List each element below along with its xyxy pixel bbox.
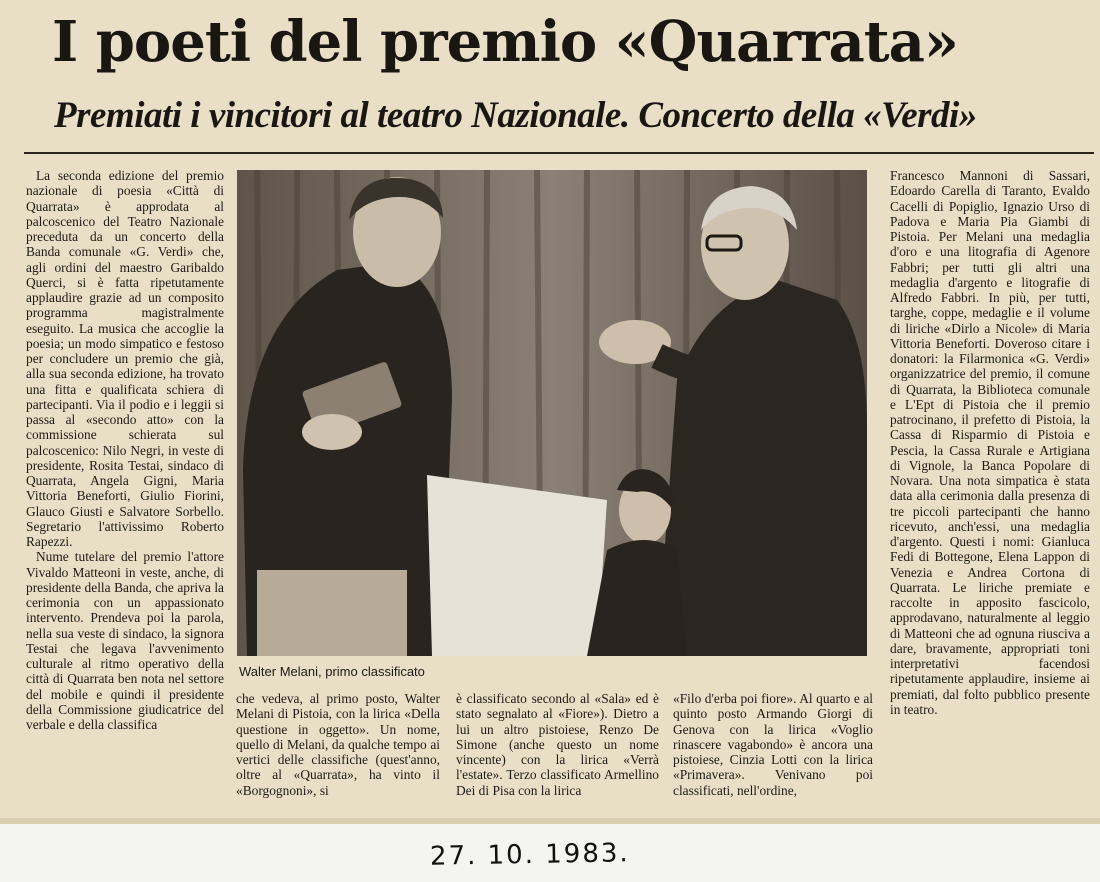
article-photo [237, 170, 867, 656]
article-paragraph: Nume tutelare del premio l'attore Vivaldo Matteoni in veste, anche, di presidente della Banda, che apriva la cerimonia con un appassionato intervento. Prendeva poi la parola, nella sua veste di sindaco, la signora Testai che legava l'avvenimento culturale al ritmo operativo della città di Quarrata ben nota nel settore del mobile e quindi il presidente della Commissione giudicatrice del verbale e della classifica [26, 549, 224, 732]
article-column-3 [456, 691, 659, 798]
article-paragraph: La seconda edizione del premio nazionale di poesia «Città di Quarrata» è approdata al palcoscenico del Teatro Nazionale preceduta da un concerto della Banda comunale «G. Verdi» che, agli ordini del maestro Garibaldo Querci, si è fatta ripetutamente applaudire grazie ad un composito programma magistralmente eseguito. La musica che accoglie la poesia; un modo simpatico e festoso per concludere un premio che già, alla sua seconda edizione, ha trovato una fitta e qualificata schiera di partecipanti. Via il podio e i leggii si passa al «secondo atto» con la commissione schierata sul palcoscenico: Nilo Negri, in veste di presidente, Rosita Testai, sindaco di Quarrata, Angela Gigni, Maria Vittoria Beneforti, Giulio Fiorini, Glauco Giusti e Salvatore Sorbello. Segretario l'attivissimo Roberto Rapezzi. [26, 168, 224, 549]
article-paragraph: Francesco Mannoni di Sassari, Edoardo Carella di Taranto, Evaldo Cacelli di Popiglio, Ignazio Urso di Padova e Maria Pia Giambi di Pistoia. Per Melani una medaglia d'oro e una litografia di Agenore Fabbri; per tutti gli altri una medaglia d'argento e litografie di Alfredo Fabbri. In più, per tutti, targhe, coppe, medaglie e il volume di liriche «Dirlo a Nicole» di Maria Vittoria Beneforti. Doveroso citare i donatori: la Filarmonica «G. Verdi» organizzatrice del premio, il comune di Quarrata, la Biblioteca comunale e L'Ept di Pistoia che il premio patrocinano, il prefetto di Pistoia, la Cassa di Risparmio di Pistoia e Pescia, la Cassa Rurale e Artigiana di Vignole, la Banca Popolare di Novara. Una nota simpatica è stata data alla cerimonia dalla presenza di tre piccoli partecipanti che hanno ricevuto, anch'essi, una medaglia d'argento. Questi i nomi: Gianluca Fedi di Bottegone, Elena Lappon di Venezia e Andrea Cortona di Quarrata. Le liriche premiate e raccolte in apposito fascicolo, approdavano, naturalmente al leggio di Matteoni che ad ognuna riusciva a dare, bravamente, appropriati toni interpretativi facendosi ripetutamente applaudire, insieme ai premiati, dal folto pubblico presente in teatro. [890, 168, 1090, 717]
photo-illustration [237, 170, 867, 656]
article-paragraph: che vedeva, al primo posto, Walter Melani di Pistoia, con la lirica «Della questione in oggetto». Un nome, quello di Melani, da qualche tempo ai vertici delle classifiche (quest'anno, oltre al «Quarrata», ha vinto il «Borgognoni», si [236, 691, 440, 798]
subheadline: Premiati i vincitori al teatro Nazionale. Concerto della «Verdi» [54, 95, 977, 136]
handwritten-date: 27. 10. 1983. [429, 838, 630, 872]
article-column-2 [236, 691, 440, 798]
headline: I poeti del premio «Quarrata» [52, 9, 958, 75]
article-paragraph: «Filo d'erba poi fiore». Al quarto e al quinto posto Armando Giorgi di Genova con la lirica «Voglio rinascere vagabondo» è ancora una pistoiese, Cinzia Lotti con la lirica «Primavera». Venivano poi classificati, nell'ordine, [673, 691, 873, 798]
article-paragraph: è classificato secondo al «Sala» ed è stato segnalato al «Fiore»). Dietro a lui un altro pistoiese, Renzo De Simone (anche questo un nome vincente) con la lirica «Verrà l'estate». Terzo classificato Armellino Dei di Pisa con la lirica [456, 691, 659, 798]
headline-rule [24, 152, 1094, 154]
article-column-4 [673, 691, 873, 798]
paper-edge [0, 818, 1100, 824]
scroll-paper [427, 475, 607, 656]
article-column-5 [890, 168, 1090, 717]
article-column-1 [26, 168, 224, 732]
photo-caption: Walter Melani, primo classificato [239, 664, 425, 679]
